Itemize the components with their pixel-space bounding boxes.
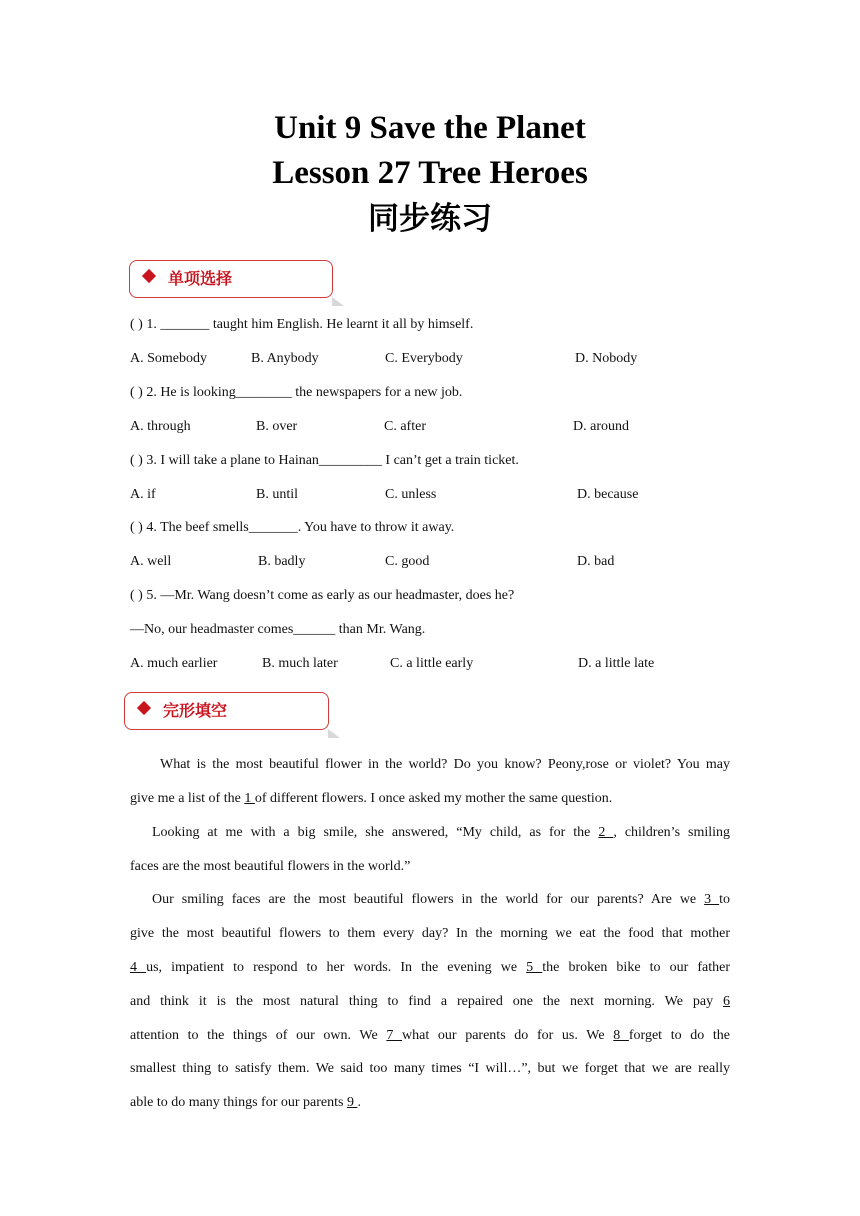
section-label: 单项选择: [168, 269, 233, 288]
passage-line: smallest thing to satisfy them. We said too many times “I will…”, but we forget that we are really: [130, 1061, 730, 1076]
question-3-option-a: A. if: [130, 487, 156, 502]
question-1-option-c: C. Everybody: [385, 351, 463, 366]
question-3-stem: ( ) 3. I will take a plane to Hainan_________ I can’t get a train ticket.: [130, 453, 519, 468]
passage-line: Our smiling faces are the most beautiful flowers in the world for our parents? Are we 3 to: [152, 892, 730, 907]
question-1-stem: ( ) 1. _______ taught him English. He learnt it all by himself.: [130, 317, 474, 332]
passage-line: and think it is the most natural thing to find a repaired one the next morning. We pay 6: [130, 994, 730, 1009]
question-2-option-a: A. through: [130, 419, 191, 434]
question-1-option-a: A. Somebody: [130, 351, 207, 366]
blank-2[interactable]: 2: [598, 825, 614, 840]
question-2-option-d: D. around: [573, 419, 629, 434]
question-5-stem-reply: —No, our headmaster comes______ than Mr. Wang.: [130, 622, 426, 637]
passage-line: Looking at me with a big smile, she answered, “My child, as for the 2 , children’s smiling: [152, 825, 731, 840]
passage-line: faces are the most beautiful flowers in the world.”: [130, 859, 411, 874]
question-4-option-a: A. well: [130, 554, 172, 569]
blank-3[interactable]: 3: [704, 892, 720, 907]
section-header-cloze: [124, 692, 329, 730]
passage-line: attention to the things of our own. We 7 what our parents do for us. We 8 forget to do the: [130, 1028, 731, 1043]
section-header-single-choice: [129, 260, 333, 298]
question-4-stem: ( ) 4. The beef smells_______. You have to throw it away.: [130, 520, 455, 535]
blank-1[interactable]: 1: [244, 791, 255, 806]
title-lesson: Lesson 27 Tree Heroes: [272, 155, 588, 191]
title-unit: Unit 9 Save the Planet: [274, 110, 586, 146]
passage-line: able to do many things for our parents 9 .: [130, 1095, 361, 1110]
blank-4[interactable]: 4: [130, 960, 147, 975]
blank-6[interactable]: 6: [723, 994, 730, 1009]
question-5-option-b: B. much later: [262, 656, 338, 671]
question-5-stem: ( ) 5. —Mr. Wang doesn’t come as early as our headmaster, does he?: [130, 588, 515, 603]
title-practice: 同步练习: [368, 201, 492, 237]
diamond-icon: [142, 269, 156, 283]
question-5-option-d: D. a little late: [578, 656, 655, 671]
question-3-option-c: C. unless: [385, 487, 437, 502]
diamond-icon: [137, 701, 151, 715]
question-2-option-b: B. over: [256, 419, 298, 434]
section-label: 完形填空: [163, 701, 228, 720]
blank-5[interactable]: 5: [526, 960, 543, 975]
question-4-option-c: C. good: [385, 554, 430, 569]
question-1-option-d: D. Nobody: [575, 351, 638, 366]
question-3-option-d: D. because: [577, 487, 639, 502]
question-5-option-c: C. a little early: [390, 656, 474, 671]
blank-9[interactable]: 9: [346, 1095, 358, 1110]
passage-line: give the most beautiful flowers to them every day? In the morning we eat the food that mother: [130, 926, 730, 941]
question-1-option-b: B. Anybody: [251, 351, 319, 366]
question-3-option-b: B. until: [256, 487, 299, 502]
question-2-stem: ( ) 2. He is looking________ the newspapers for a new job.: [130, 385, 463, 400]
passage-line: What is the most beautiful flower in the world? Do you know? Peony,rose or violet? You may: [160, 757, 730, 772]
question-4-option-d: D. bad: [577, 554, 615, 569]
question-2-option-c: C. after: [384, 419, 426, 434]
passage-line: give me a list of the 1 of different flowers. I once asked my mother the same question.: [130, 791, 613, 806]
blank-7[interactable]: 7: [386, 1028, 403, 1043]
blank-8[interactable]: 8: [613, 1028, 629, 1043]
passage-line: 4 us, impatient to respond to her words. In the evening we 5 the broken bike to our father: [130, 960, 731, 975]
question-5-option-a: A. much earlier: [130, 656, 218, 671]
question-4-option-b: B. badly: [258, 554, 306, 569]
